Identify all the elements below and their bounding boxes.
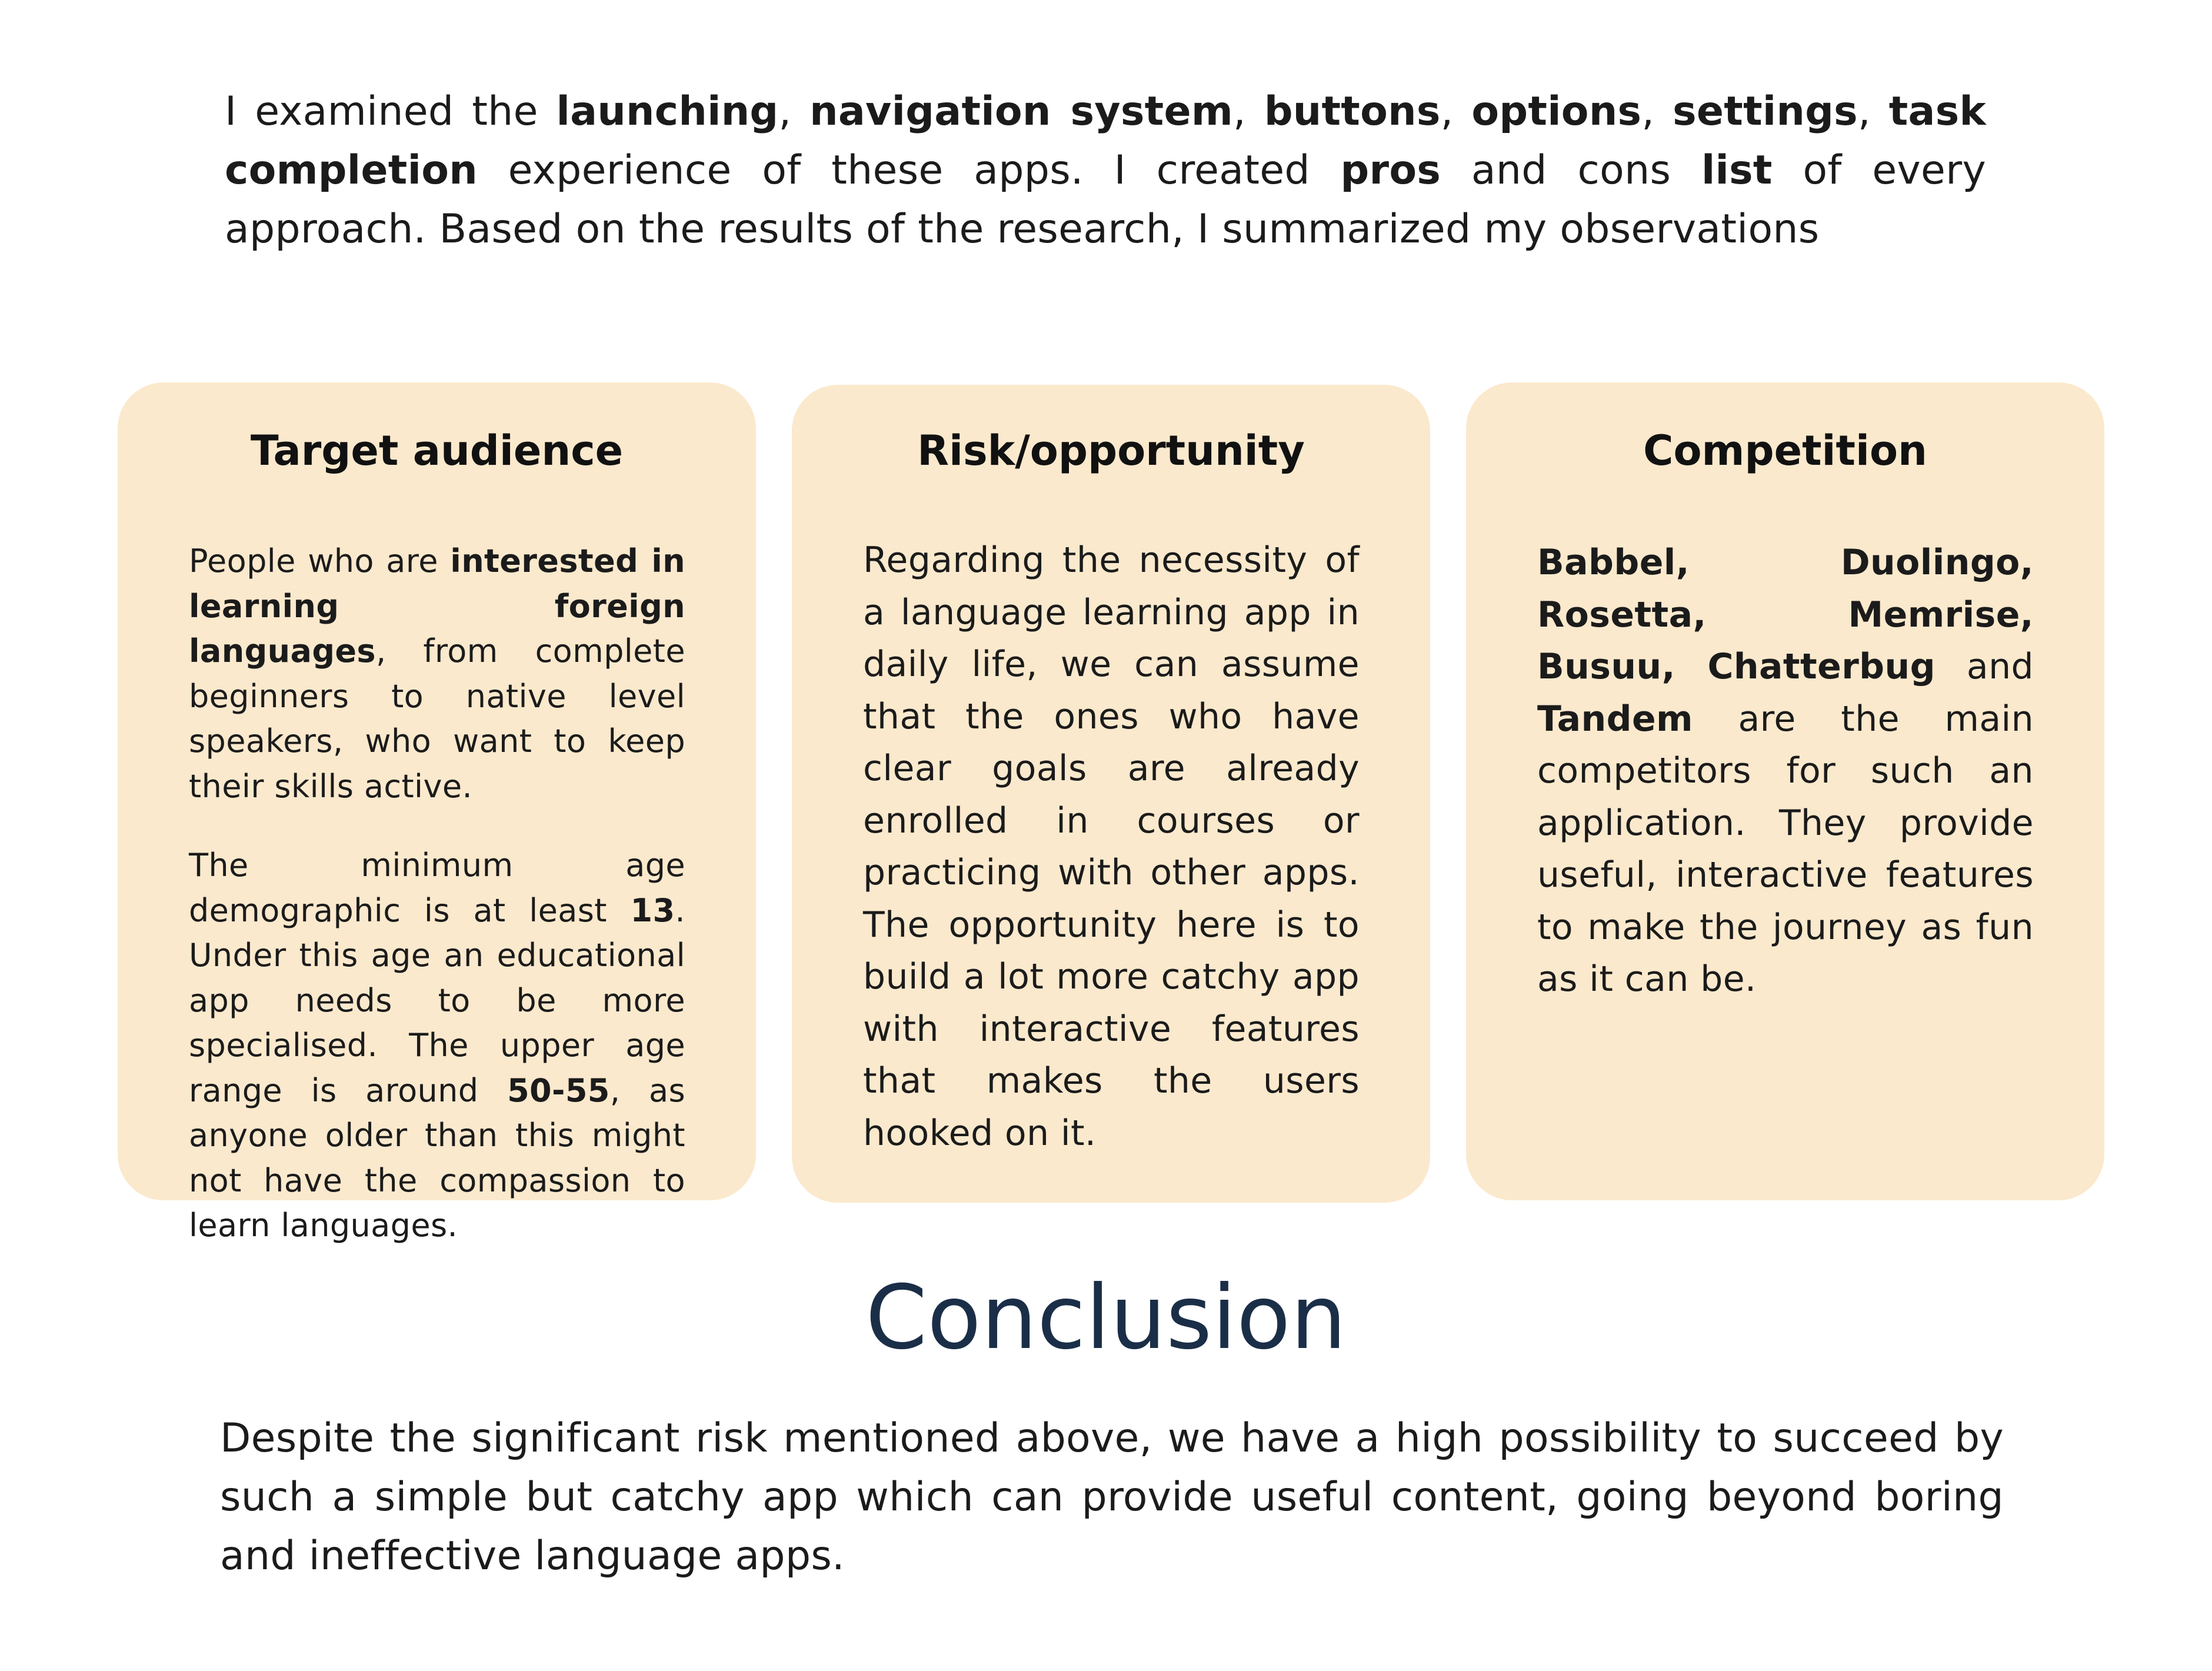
card-title: Target audience xyxy=(250,427,624,475)
intro-keyword: task completion xyxy=(225,88,1987,194)
risk-opportunity-card xyxy=(792,385,1430,1203)
intro-keyword: buttons xyxy=(1264,88,1441,135)
card-text: , as anyone older than this might not have the compassion to learn languages. xyxy=(189,1071,686,1244)
intro-text: , xyxy=(1641,88,1673,135)
intro-text: , xyxy=(1857,88,1889,135)
card-title: Risk/opportunity xyxy=(917,427,1305,475)
target-audience-card xyxy=(118,382,756,1244)
intro-text: , xyxy=(1233,88,1264,135)
card-keyword: 13 xyxy=(630,891,675,929)
intro-keyword: settings xyxy=(1673,88,1858,135)
intro-text: I examined the xyxy=(225,88,557,135)
card-text: are the main competitors for such an application. They provide useful, interactive features to make the journey as fun as it can be. xyxy=(1537,698,2034,1000)
card-paragraph xyxy=(189,843,685,1249)
intro-keyword: list xyxy=(1701,147,1773,194)
card-text: and xyxy=(1936,646,2034,687)
card-body xyxy=(189,539,685,1249)
intro-text: experience of these apps. I created xyxy=(477,147,1341,194)
intro-keyword: pros xyxy=(1340,147,1441,194)
card-text: , from complete beginners to native level speakers, who want to keep their skills active. xyxy=(189,633,685,805)
conclusion-heading: Conclusion xyxy=(865,1267,1347,1369)
competition-card xyxy=(1466,382,2104,1200)
intro-keyword: navigation system xyxy=(809,88,1234,135)
intro-text: , xyxy=(1440,88,1472,135)
card-keyword: interested in learning foreign languages xyxy=(189,542,685,670)
conclusion-paragraph: Despite the significant risk mentioned above, we have a high possibility to succeed by such a simple but catchy app which can provide useful content, going beyond boring and ineffective language apps. xyxy=(220,1415,2004,1579)
card-keyword: Tandem xyxy=(1537,698,1693,740)
card-title: Competition xyxy=(1643,427,1927,475)
intro-text: , xyxy=(778,88,810,135)
card-text: The minimum age demographic is at least xyxy=(189,847,685,929)
intro-keyword: options xyxy=(1471,88,1642,135)
intro-paragraph xyxy=(225,82,1986,259)
intro-text: of every approach. Based on the results of the research, I summarized my observations xyxy=(225,147,1986,252)
card-body: Regarding the necessity of a language learning app in daily life, we can assume that the ones who have clear goals are already enrolled in courses or practicing with other apps. The opportunity here is to build a lot more catchy app with interactive features that makes the users hooked on it. xyxy=(863,540,1360,1154)
card-text: People who are xyxy=(189,542,451,580)
card-keyword: 50-55 xyxy=(507,1071,610,1109)
intro-text: and cons xyxy=(1441,147,1701,194)
card-text: . Under this age an educational app needs to be more specialised. The upper age range is around xyxy=(189,891,685,1109)
card-body xyxy=(1537,537,2034,1006)
card-paragraph xyxy=(189,539,685,809)
card-keyword: Babbel, Duolingo, Rosetta, Memrise, Busuu, Chatterbug xyxy=(1537,542,2034,687)
intro-keyword: launching xyxy=(556,88,779,135)
